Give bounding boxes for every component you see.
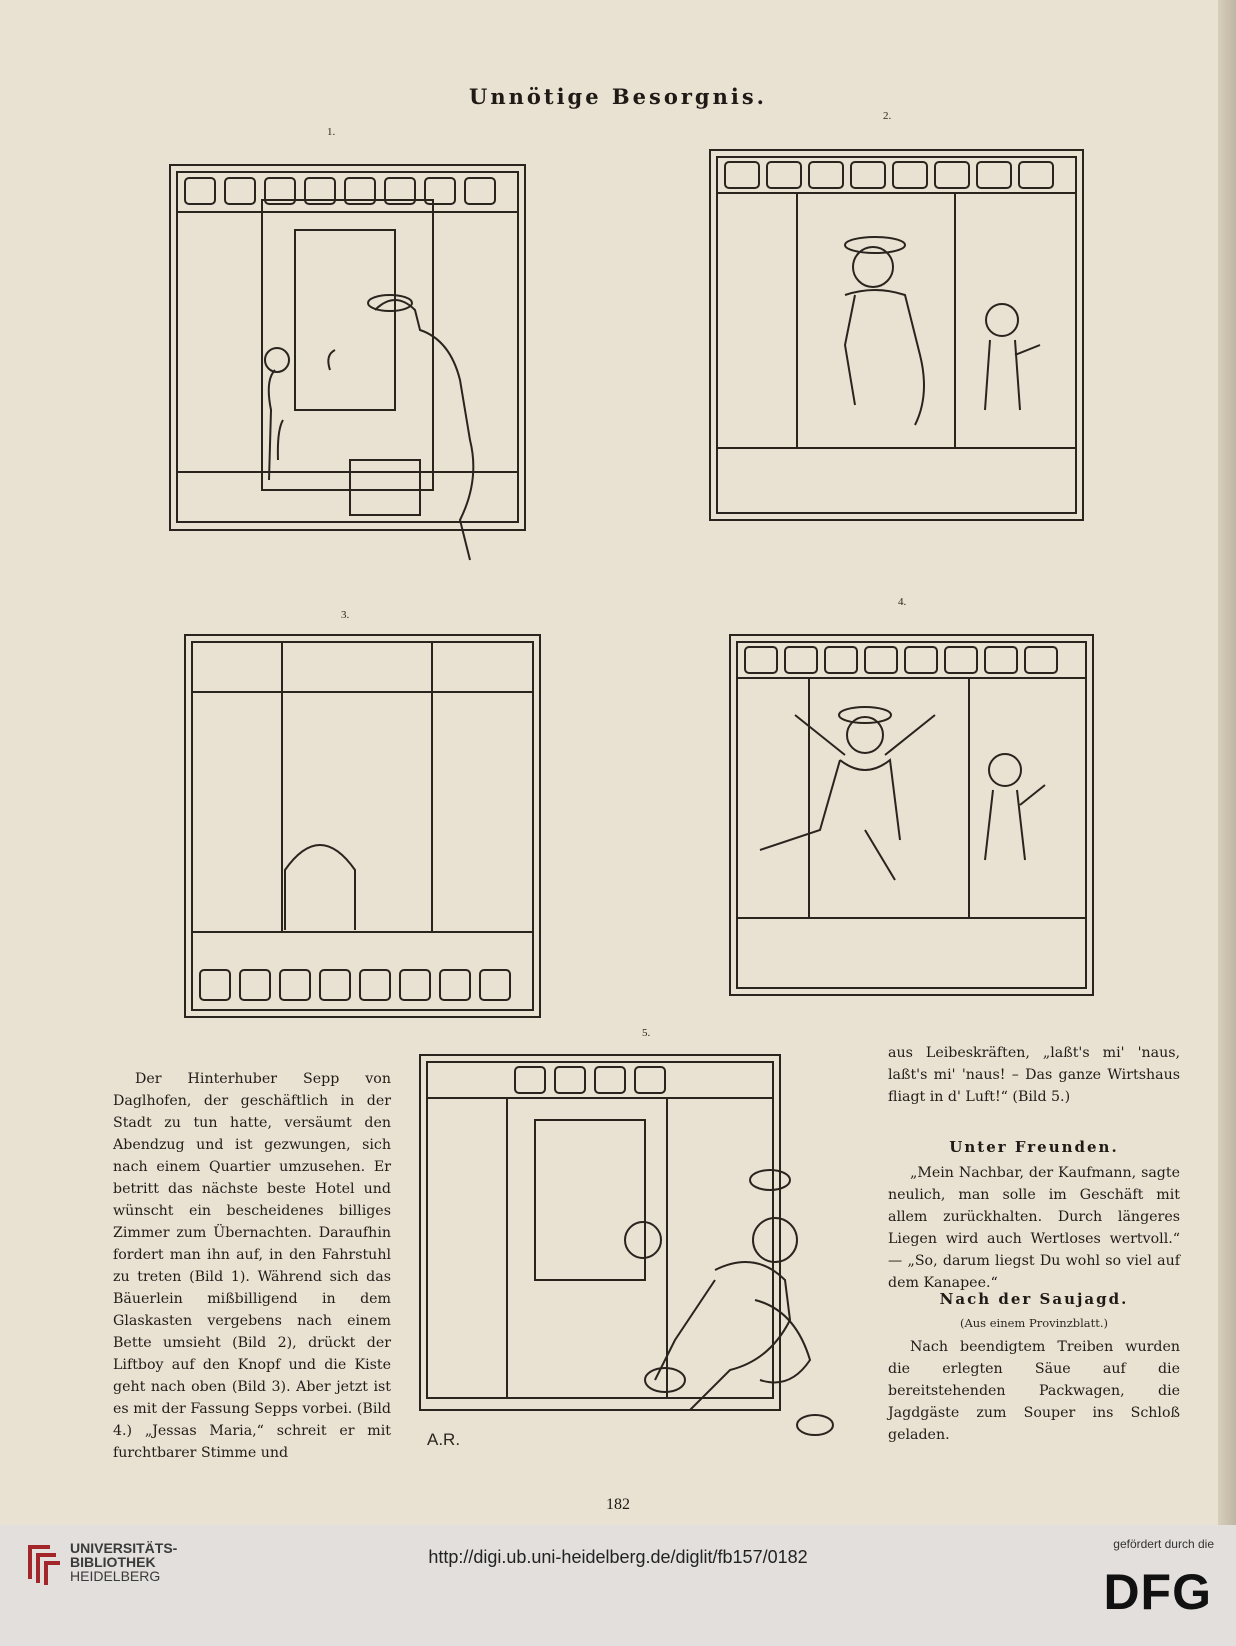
saujagd-paragraph: Nach beendigtem Treiben wurden die erlegten Säue auf die bereitstehenden Packwagen, die Jagdgäste zum Souper ins Schloß geladen. [888, 1339, 1180, 1443]
panel-number-5: 5. [642, 1027, 651, 1039]
viewer-footer [0, 1525, 1236, 1646]
page-number: 182 [606, 1496, 630, 1513]
story-paragraph: Der Hinterhuber Sepp von Daglhofen, der geschäftlich in der Stadt zu tun hatte, versäumt den Abendzug und ist gezwungen, sich nach einem Quartier umzusehen. Er betritt das nächste beste Hotel und wünscht ein bescheidenes billiges Zimmer zum Übernachten. Daraufhin fordert man ihn auf, in den Fahrstuhl zu treten (Bild 1). Während sich das Bäuerlein mißbilligend in dem Glaskasten vergebens nach einem Bette umsieht (Bild 2), drückt der Liftboy auf den Knopf und die Kiste geht nach oben (Bild 3). Aber jetzt ist es mit der Fassung Sepps vorbei. (Bild 4.) „Jessas Maria,“ schreit er mit furchtbarer Stimme und [113, 1071, 391, 1461]
section-heading-unter-freunden: Unter Freunden. [949, 1138, 1119, 1156]
permalink-url[interactable]: http://digi.ub.uni-heidelberg.de/diglit/fb157/0182 [428, 1547, 808, 1567]
illustration-panel-4 [725, 630, 1100, 1005]
dfg-logo: DFG [1103, 1564, 1212, 1620]
story-continuation: aus Leibeskräften, „laßt's mi' 'naus, laßt's mi' 'naus! – Das ganze Wirtshaus fliagt in d' Luft!“ (Bild 5.) [888, 1045, 1180, 1105]
library-name-line: HEIDELBERG [70, 1568, 161, 1584]
illustration-panel-5 [415, 1050, 835, 1450]
library-name-line: BIBLIOTHEK [70, 1554, 156, 1570]
section-subheading-saujagd: (Aus einem Provinzblatt.) [959, 1316, 1109, 1330]
library-name-line: UNIVERSITÄTS- [70, 1540, 178, 1556]
funded-by-label: gefördert durch die [1113, 1537, 1214, 1551]
page-edge [1218, 0, 1236, 1525]
panel-number-3: 3. [341, 609, 350, 621]
illustration-panel-2 [705, 145, 1090, 530]
artist-signature: A.R. [427, 1430, 461, 1449]
section-text-saujagd [888, 1336, 1180, 1446]
panel-number-4: 4. [898, 596, 907, 608]
anecdote-paragraph: „Mein Nachbar, der Kaufmann, sagte neulich, man solle im Geschäft mit allem zurückhalten. Durch längeres Liegen wird auch Wertloses wertvoll.“ — „So, darum liegst Du wohl so viel auf dem Kanapee.“ [888, 1165, 1180, 1291]
panel-number-2: 2. [883, 110, 892, 122]
section-heading-saujagd: Nach der Saujagd. [939, 1290, 1129, 1308]
illustration-panel-1 [165, 160, 535, 580]
illustration-panel-3 [180, 630, 545, 1025]
section-text-unter-freunden [888, 1162, 1180, 1294]
panel-number-1: 1. [327, 126, 336, 138]
page-title: Unnötige Besorgnis. [469, 84, 767, 109]
story-text-left [113, 1068, 391, 1464]
story-text-right [888, 1042, 1180, 1108]
